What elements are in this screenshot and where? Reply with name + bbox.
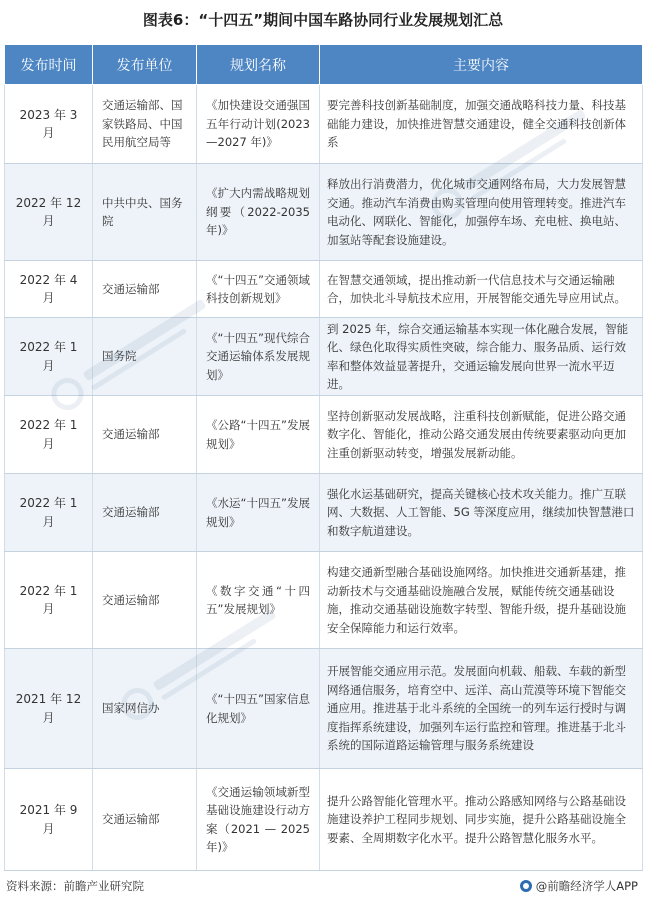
header-plan-name: 规划名称 (197, 45, 320, 85)
table-row (5, 769, 643, 871)
cell-content: 强化水运基础研究，提高关键核心技术攻关能力。推广互联网、大数据、人工智能、5G 等深度应用，继续加快智慧港口和数字航道建设。 (320, 474, 643, 552)
table-row (5, 164, 643, 261)
brand-logo-icon (520, 880, 532, 892)
cell-unit: 交通运输部 (93, 261, 197, 318)
cell-unit: 交通运输部、国家铁路局、中国民用航空局等 (93, 85, 197, 164)
cell-time: 2022 年 1 月 (5, 318, 93, 396)
cell-plan-name: 《公路“十四五”发展规划》 (197, 396, 320, 474)
table-row (5, 318, 643, 396)
cell-time: 2021 年 12 月 (5, 649, 93, 769)
header-release-unit: 发布单位 (93, 45, 197, 85)
cell-content: 要完善科技创新基础制度，加强交通战略科技力量、科技基础能力建设，加快推进智慧交通建设，健全交通科技创新体系 (320, 85, 643, 164)
cell-unit: 国家网信办 (93, 649, 197, 769)
table-row (5, 85, 643, 164)
table-header-row (5, 45, 643, 85)
cell-time: 2021 年 9 月 (5, 769, 93, 871)
table-row (5, 396, 643, 474)
cell-time: 2022 年 4 月 (5, 261, 93, 318)
cell-content: 坚持创新驱动发展战略，注重科技创新赋能，促进公路交通数字化、智能化，推动公路交通发展由传统要素驱动向更加注重创新驱动转变，增强发展新动能。 (320, 396, 643, 474)
cell-content: 在智慧交通领域，提出推动新一代信息技术与交通运输融合，加快北斗导航技术应用，开展智能交通先导应用试点。 (320, 261, 643, 318)
brand-label: @前瞻经济学人APP (535, 879, 638, 893)
cell-unit: 交通运输部 (93, 769, 197, 871)
source-note: 资料来源：前瞻产业研究院 (6, 879, 144, 893)
chart-title: 图表6：“十四五”期间中国车路协同行业发展规划汇总 (142, 11, 504, 29)
cell-unit: 中共中央、国务院 (93, 164, 197, 261)
table-row (5, 474, 643, 552)
cell-unit: 交通运输部 (93, 474, 197, 552)
cell-content: 释放出行消费潜力，优化城市交通网络布局，大力发展智慧交通。推动汽车消费由购买管理向使用管理转变。推进汽车电动化、网联化、智能化，加强停车场、充电桩、换电站、加氢站等配套设施建设。 (320, 164, 643, 261)
header-release-time: 发布时间 (5, 45, 93, 85)
brand-credit (520, 878, 638, 894)
table-row (5, 552, 643, 649)
cell-plan-name: 《水运“十四五”发展规划》 (197, 474, 320, 552)
header-main-content: 主要内容 (320, 45, 643, 85)
cell-unit: 交通运输部 (93, 396, 197, 474)
cell-time: 2022 年 12 月 (5, 164, 93, 261)
footer (0, 876, 646, 896)
table-row (5, 261, 643, 318)
cell-content: 开展智能交通应用示范。发展面向机载、船载、车载的新型网络通信服务，培育空中、远洋、高山荒漠等环境下智能交通应用。推进基于北斗系统的全国统一的列车运行授时与调度指挥系统建设，加强列车运行监控和管理。推进基于北斗系统的国际道路运输管理与服务系统建设 (320, 649, 643, 769)
cell-content: 到 2025 年，综合交通运输基本实现一体化融合发展，智能化、绿色化取得实质性突破，综合能力、服务品质、运行效率和整体效益显著提升，交通运输发展向世界一流水平迈进。 (320, 318, 643, 396)
cell-plan-name: 《交通运输领域新型基础设施建设行动方案（2021 — 2025 年)》 (197, 769, 320, 871)
cell-plan-name: 《“十四五”国家信息化规划》 (197, 649, 320, 769)
cell-unit: 交通运输部 (93, 552, 197, 649)
policy-table (4, 44, 643, 871)
cell-content: 构建交通新型融合基础设施网络。加快推进交通新基建，推动新技术与交通基础设施融合发展，赋能传统交通基础设施，推动交通基础设施数字转型、智能升级，提升基础设施安全保障能力和运行效率。 (320, 552, 643, 649)
table-row (5, 649, 643, 769)
cell-plan-name: 《扩大内需战略规划纲要（2022-2035 年)》 (197, 164, 320, 261)
cell-time: 2022 年 1 月 (5, 474, 93, 552)
cell-plan-name: 《加快建设交通强国五年行动计划(2023—2027 年)》 (197, 85, 320, 164)
cell-time: 2023 年 3 月 (5, 85, 93, 164)
cell-time: 2022 年 1 月 (5, 396, 93, 474)
cell-content: 提升公路智能化管理水平。推动公路感知网络与公路基础设施建设养护工程同步规划、同步实施，提升公路基础设施全要素、全周期数字化水平。提升公路智慧化服务水平。 (320, 769, 643, 871)
cell-time: 2022 年 1 月 (5, 552, 93, 649)
cell-plan-name: 《“十四五”现代综合交通运输体系发展规划》 (197, 318, 320, 396)
cell-unit: 国务院 (93, 318, 197, 396)
cell-plan-name: 《“十四五”交通领域科技创新规划》 (197, 261, 320, 318)
cell-plan-name: 《数字交通“十四五”发展规划》 (197, 552, 320, 649)
